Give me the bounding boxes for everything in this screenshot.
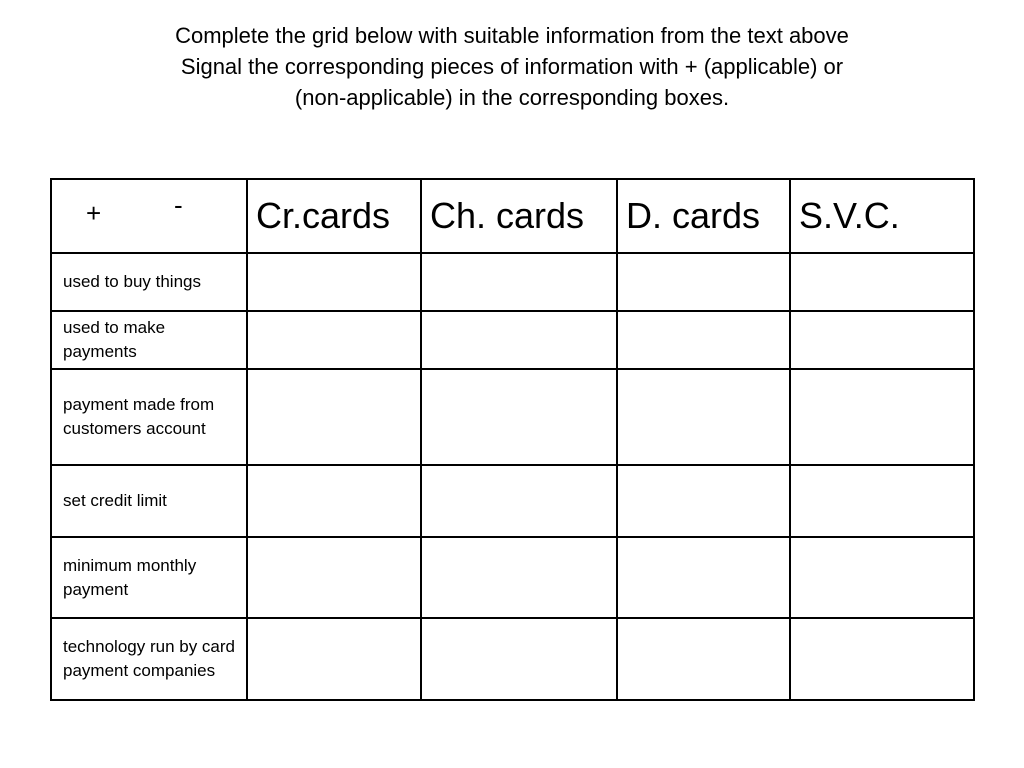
instruction-line-2: Signal the corresponding pieces of information with + (applicable) or	[180, 54, 844, 79]
grid-cell[interactable]	[617, 311, 790, 369]
grid-cell[interactable]	[617, 369, 790, 465]
column-header-credit-cards: Cr.cards	[247, 179, 421, 253]
grid-cell[interactable]	[790, 311, 974, 369]
grid-cell[interactable]	[247, 618, 421, 700]
instruction-line-1: Complete the grid below with suitable information from the text above	[175, 23, 849, 48]
grid-cell[interactable]	[247, 465, 421, 537]
grid-cell[interactable]	[421, 465, 617, 537]
row-label: used to make payments	[51, 311, 247, 369]
grid-cell[interactable]	[617, 253, 790, 311]
plus-sign: +	[86, 198, 102, 228]
grid-cell[interactable]	[247, 253, 421, 311]
table-row	[51, 618, 974, 700]
instruction-line-3: (non-applicable) in the corresponding boxes.	[294, 85, 730, 110]
grid-cell[interactable]	[617, 618, 790, 700]
information-grid	[50, 178, 975, 701]
grid-cell[interactable]	[790, 369, 974, 465]
grid-cell[interactable]	[617, 537, 790, 618]
grid-cell[interactable]	[247, 369, 421, 465]
instructions	[0, 20, 1024, 113]
column-header-svc: S.V.C.	[790, 179, 974, 253]
table-row	[51, 311, 974, 369]
table-row	[51, 465, 974, 537]
table-row	[51, 537, 974, 618]
column-header-charge-cards: Ch. cards	[421, 179, 617, 253]
column-header-debit-cards: D. cards	[617, 179, 790, 253]
row-label: minimum monthly payment	[51, 537, 247, 618]
grid-cell[interactable]	[790, 465, 974, 537]
header-row	[51, 179, 974, 253]
grid-cell[interactable]	[247, 537, 421, 618]
grid-cell[interactable]	[790, 253, 974, 311]
grid-cell[interactable]	[247, 311, 421, 369]
row-label: set credit limit	[51, 465, 247, 537]
grid-cell[interactable]	[790, 537, 974, 618]
row-label: used to buy things	[51, 253, 247, 311]
grid-cell[interactable]	[421, 253, 617, 311]
minus-sign: -	[174, 190, 183, 220]
grid-cell[interactable]	[617, 465, 790, 537]
grid-cell[interactable]	[421, 311, 617, 369]
grid-cell[interactable]	[421, 369, 617, 465]
grid-cell[interactable]	[421, 618, 617, 700]
table-row	[51, 369, 974, 465]
table-row	[51, 253, 974, 311]
row-label: technology run by card payment companies	[51, 618, 247, 700]
row-label: payment made from customers account	[51, 369, 247, 465]
corner-cell	[51, 179, 247, 253]
grid-cell[interactable]	[421, 537, 617, 618]
grid-cell[interactable]	[790, 618, 974, 700]
